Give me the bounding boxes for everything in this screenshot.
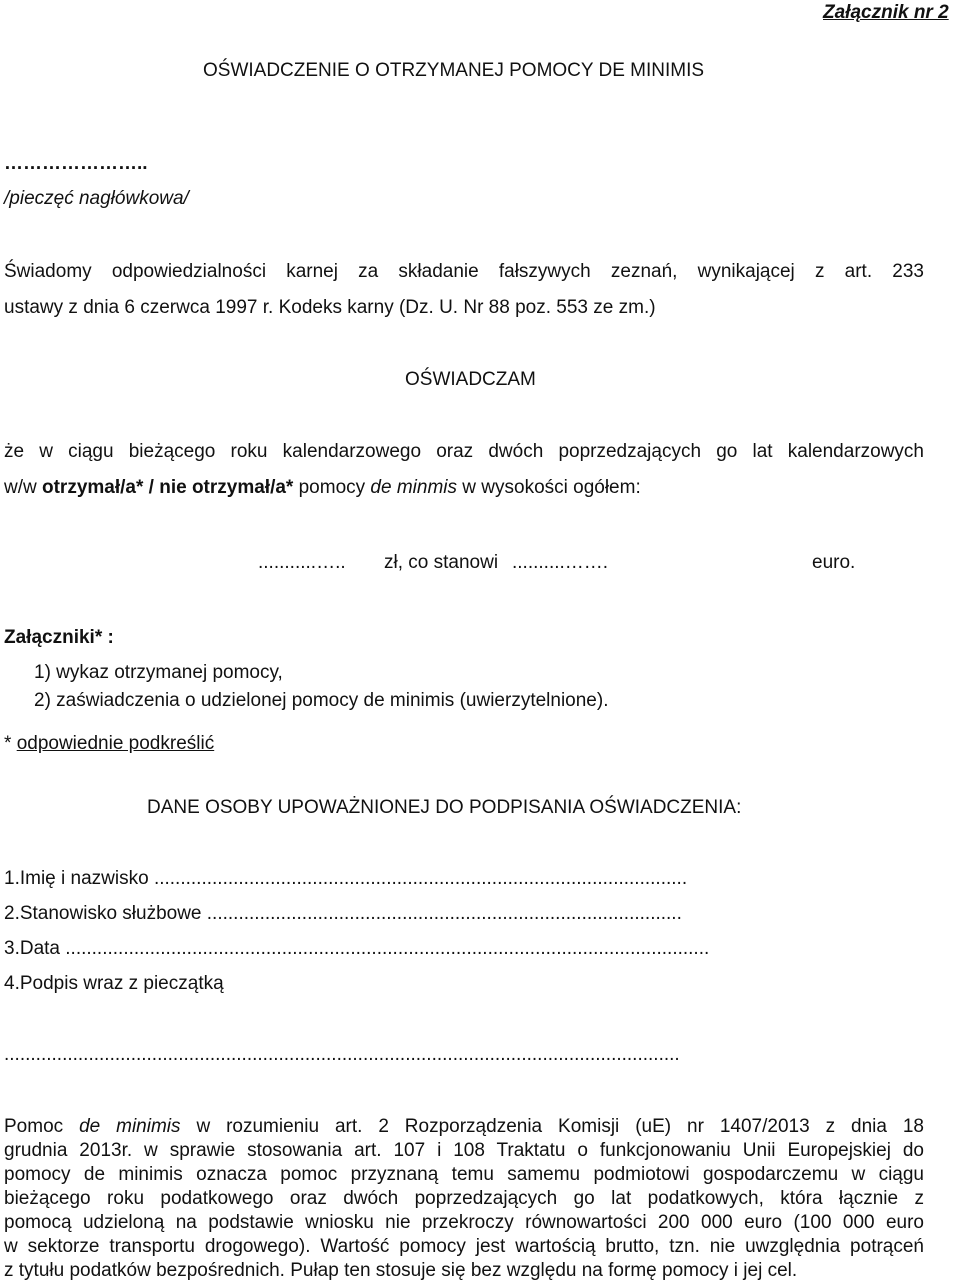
attachment-item-2: 2) zaświadczenia o udzielonej pomocy de minimis (uwierzytelnione).: [34, 690, 609, 711]
field-name: 1.Imię i nazwisko .....................................................................................................: [4, 868, 688, 889]
declaration-line-1: że w ciągu bieżącego roku kalendarzowego oraz dwóch poprzedzających go lat kalendarzowych: [4, 441, 924, 462]
declare-heading: OŚWIADCZAM: [405, 369, 536, 390]
annex-label: Załącznik nr 2: [823, 2, 949, 23]
de-minimis-term: de minmis: [370, 477, 457, 498]
definition-line-3: pomocy de minimis oznacza pomoc przyznaną temu samemu podmiotowi gospodarczemu w ciągu: [4, 1164, 924, 1185]
authorized-heading: DANE OSOBY UPOWAŻNIONEJ DO PODPISANIA OŚWIADCZENIA:: [147, 797, 742, 818]
received-choice: otrzymał/a* / nie otrzymał/a*: [42, 477, 294, 498]
intro-line-1: Świadomy odpowiedzialności karnej za składanie fałszywych zeznań, wynikającej z art. 233: [4, 261, 924, 282]
declaration-suffix: w wysokości ogółem:: [457, 477, 641, 498]
amount-pln-label: zł, co stanowi: [384, 552, 499, 573]
definition-de-minimis: de minimis: [79, 1116, 181, 1137]
definition-line-6: w sektorze transportu drogowego). Wartość pomocy jest wartością brutto, tzn. nie uwzględnia potrąceń: [4, 1236, 924, 1257]
footnote: [4, 733, 214, 755]
intro-line-2: ustawy z dnia 6 czerwca 1997 r. Kodeks karny (Dz. U. Nr 88 poz. 553 ze zm.): [4, 297, 656, 318]
attachment-item-1: 1) wykaz otrzymanej pomocy,: [34, 662, 283, 683]
stamp-dots: …………………..: [4, 153, 148, 174]
amount-eur-dots: ..........…….: [512, 552, 609, 573]
definition-line-4: bieżącego roku podatkowego oraz dwóch poprzedzających go lat podatkowych, która łącznie z: [4, 1188, 924, 1209]
document-title: OŚWIADCZENIE O OTRZYMANEJ POMOCY DE MINIMIS: [203, 60, 705, 81]
definition-line-7: z tytułu podatków bezpośrednich. Pułap ten stosuje się bez względu na formę pomocy i jej cel.: [4, 1260, 798, 1281]
stamp-label: /pieczęć nagłówkowa/: [4, 188, 189, 209]
field-position: 2.Stanowisko służbowe ..........................................................................................: [4, 903, 682, 924]
definition-rest: w rozumieniu art. 2 Rozporządzenia Komisji (uE) nr 1407/2013 z dnia 18: [180, 1116, 924, 1137]
declaration-mid: pomocy: [293, 477, 371, 498]
definition-line-2: grudnia 2013r. w sprawie stosowania art. 107 i 108 Traktatu o funkcjonowaniu Unii Europejskiej do: [4, 1140, 924, 1161]
footnote-text: odpowiednie podkreślić: [16, 733, 215, 754]
declaration-prefix: w/w: [4, 477, 42, 498]
amount-pln-dots: ...........…..: [258, 552, 346, 573]
declaration-line-2: [4, 477, 641, 499]
field-signature: 4.Podpis wraz z pieczątką: [4, 973, 224, 994]
signature-line: ................................................................................................................................: [4, 1044, 680, 1065]
field-date: 3.Data ..........................................................................................................................: [4, 938, 710, 959]
definition-line-5: pomocą udzieloną na podstawie wniosku nie przekroczy równowartości 200 000 euro (100 000 euro: [4, 1212, 924, 1233]
attachments-heading: Załączniki* :: [4, 627, 114, 648]
amount-eur-label: euro.: [812, 552, 856, 573]
definition-pomoc: Pomoc: [4, 1116, 80, 1137]
footnote-star: *: [4, 733, 17, 754]
definition-line-1: [4, 1115, 924, 1139]
